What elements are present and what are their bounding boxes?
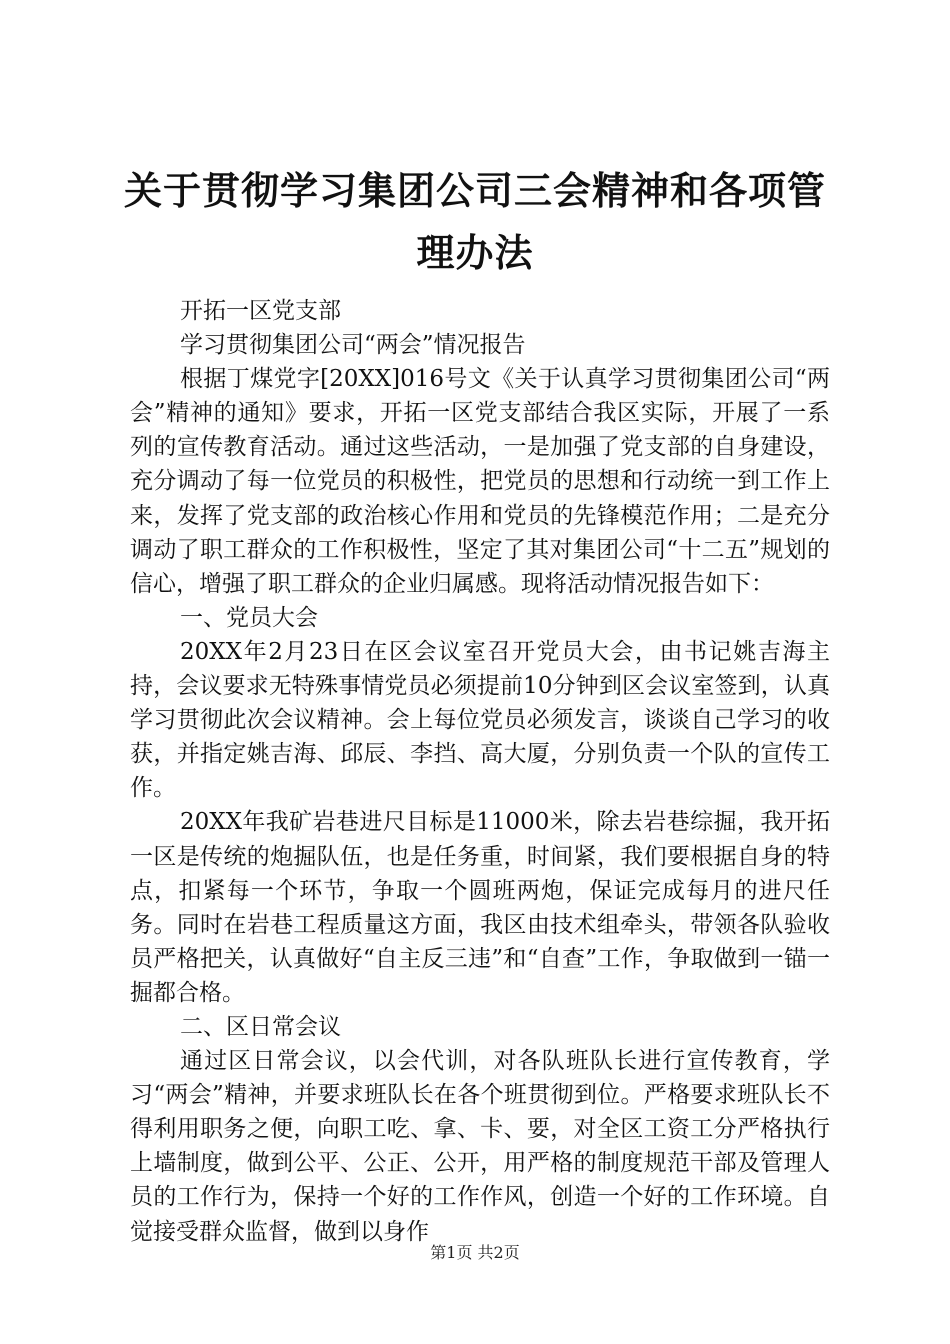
paragraph-party-meeting: 20XX年2月23日在区会议室召开党员大会，由书记姚吉海主持，会议要求无特殊事情党员必须提前10分钟到区会议室签到，认真学习贯彻此次会议精神。会上每位党员必须发言，谈谈自己学习的收获，并指定姚吉海、邱辰、李挡、高大厦，分别负责一个队的宣传工作。 [130,638,830,802]
section-heading-daily-meeting: 二、区日常会议 [180,1013,341,1040]
document-title: 关于贯彻学习集团公司三会精神和各项管理办法 [123,169,826,275]
paragraph-daily-meeting: 通过区日常会议，以会代训，对各队班队长进行宣传教育，学习“两会”精神，并要求班队长在各个班贯彻到位。严格要求班队长不得利用职务之便，向职工吃、拿、卡、要，对全区工资工分严格执行上墙制度，做到公平、公正、公开，用严格的制度规范干部及管理人员的工作行为，保持一个好的工作作风，创造一个好的工作环境。自觉接受群众监督，做到以身作 [130,1048,830,1245]
paragraph-intro: 根据丁煤党字[20XX]016号文《关于认真学习贯彻集团公司“两会”精神的通知》要求，开拓一区党支部结合我区实际，开展了一系列的宣传教育活动。通过这些活动，一是加强了党支部的自身建设，充分调动了每一位党员的积极性，把党员的思想和行动统一到工作上来，发挥了党支部的政治核心作用和党员的先锋模范作用；二是充分调动了职工群众的工作积极性，坚定了其对集团公司“十二五”规划的信心，增强了职工群众的企业归属感。现将活动情况报告如下： [130,366,830,597]
paragraph-unit-name: 开拓一区党支部 [180,298,341,324]
paragraph-progress-target: 20XX年我矿岩巷进尺目标是11000米，除去岩巷综掘，我开拓一区是传统的炮掘队伍，也是任务重，时间紧，我们要根据自身的特点，扣紧每一个环节，争取一个圆班两炮，保证完成每月的进尺任务。同时在岩巷工程质量这方面，我区由技术组牵头，带领各队验收员严格把关，认真做好“自主反三违”和“自查”工作，争取做到一锚一掘都合格。 [130,809,830,1006]
paragraph-report-title: 学习贯彻集团公司“两会”情况报告 [180,332,526,359]
page-footer: 第1页 共2页 [430,1243,520,1262]
section-heading-party-meeting: 一、党员大会 [180,604,318,631]
document-body [130,294,830,1249]
